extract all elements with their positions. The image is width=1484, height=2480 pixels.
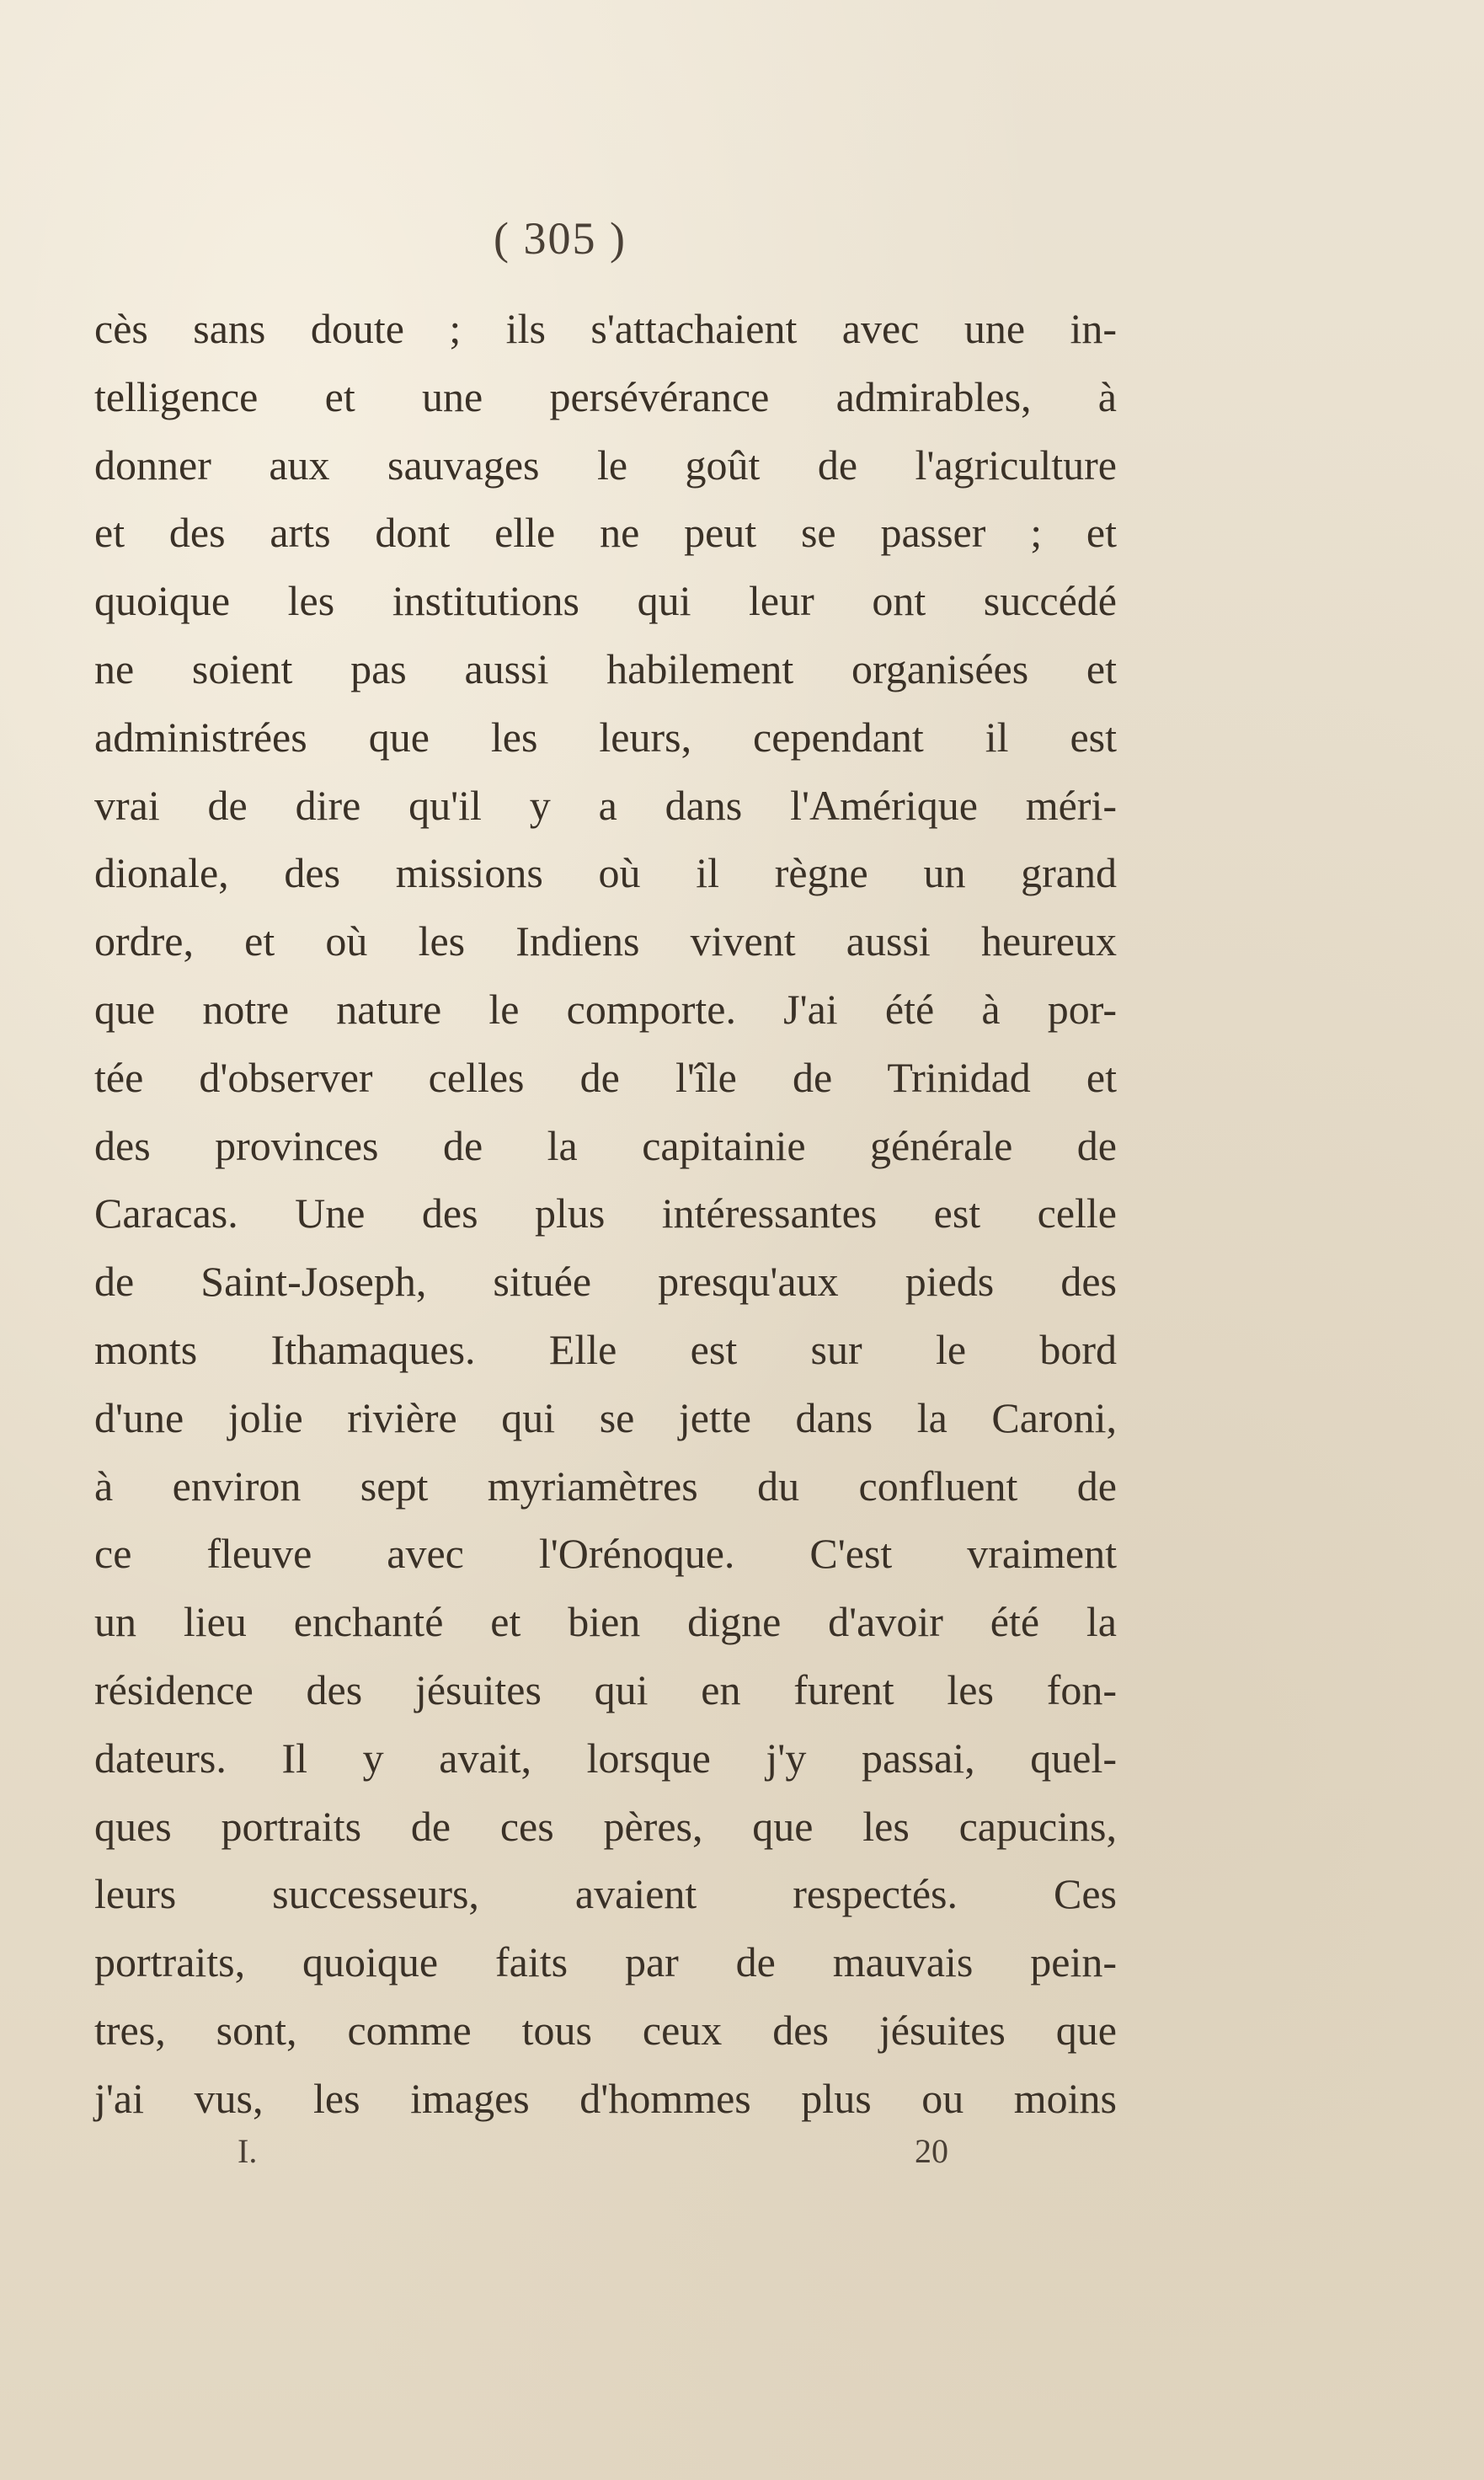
text-line: leurs successeurs, avaient respectés. Ces — [94, 1870, 1117, 1918]
text-line: d'une jolie rivière qui se jette dans la Caroni, — [94, 1393, 1117, 1441]
text-line: dionale, des missions où il règne un grand — [94, 849, 1117, 897]
text-line: telligence et une persévérance admirables, à — [94, 372, 1117, 420]
text-line: donner aux sauvages le goût de l'agriculture — [94, 441, 1117, 489]
text-line: de Saint-Joseph, située presqu'aux pieds des — [94, 1258, 1117, 1306]
text-line: que notre nature le comporte. J'ai été à por- — [94, 985, 1117, 1033]
text-line: ce fleuve avec l'Orénoque. C'est vraiment — [94, 1530, 1117, 1578]
page-number: ( 305 ) — [494, 213, 627, 264]
text-line: vrai de dire qu'il y a dans l'Amérique méri- — [94, 781, 1117, 829]
signature-mark: I. — [238, 2132, 258, 2170]
text-line: ne soient pas aussi habilement organisées et — [94, 644, 1117, 692]
text-line: ordre, et où les Indiens vivent aussi heureux — [94, 917, 1117, 965]
text-line: à environ sept myriamètres du confluent de — [94, 1462, 1117, 1510]
text-line: des provinces de la capitainie générale de — [94, 1121, 1117, 1169]
text-line: un lieu enchanté et bien digne d'avoir été la — [94, 1598, 1117, 1646]
text-line: résidence des jésuites qui en furent les fon- — [94, 1665, 1117, 1713]
text-line: Caracas. Une des plus intéressantes est celle — [94, 1189, 1117, 1237]
text-line: portraits, quoique faits par de mauvais pein- — [94, 1938, 1117, 1986]
text-line: j'ai vus, les images d'hommes plus ou moins — [94, 2074, 1117, 2122]
text-line: et des arts dont elle ne peut se passer ; et — [94, 509, 1117, 557]
text-line: tée d'observer celles de l'île de Trinidad et — [94, 1053, 1117, 1101]
text-line: tres, sont, comme tous ceux des jésuites que — [94, 2006, 1117, 2054]
text-line: monts Ithamaques. Elle est sur le bord — [94, 1325, 1117, 1373]
text-line: cès sans doute ; ils s'attachaient avec une in- — [94, 305, 1117, 352]
body-text — [94, 295, 1117, 2133]
text-line: dateurs. Il y avait, lorsque j'y passai, quel- — [94, 1734, 1117, 1782]
sheet-number: 20 — [915, 2132, 948, 2170]
text-line: administrées que les leurs, cependant il est — [94, 713, 1117, 761]
text-line: quoique les institutions qui leur ont succédé — [94, 577, 1117, 625]
text-line: ques portraits de ces pères, que les capucins, — [94, 1802, 1117, 1850]
